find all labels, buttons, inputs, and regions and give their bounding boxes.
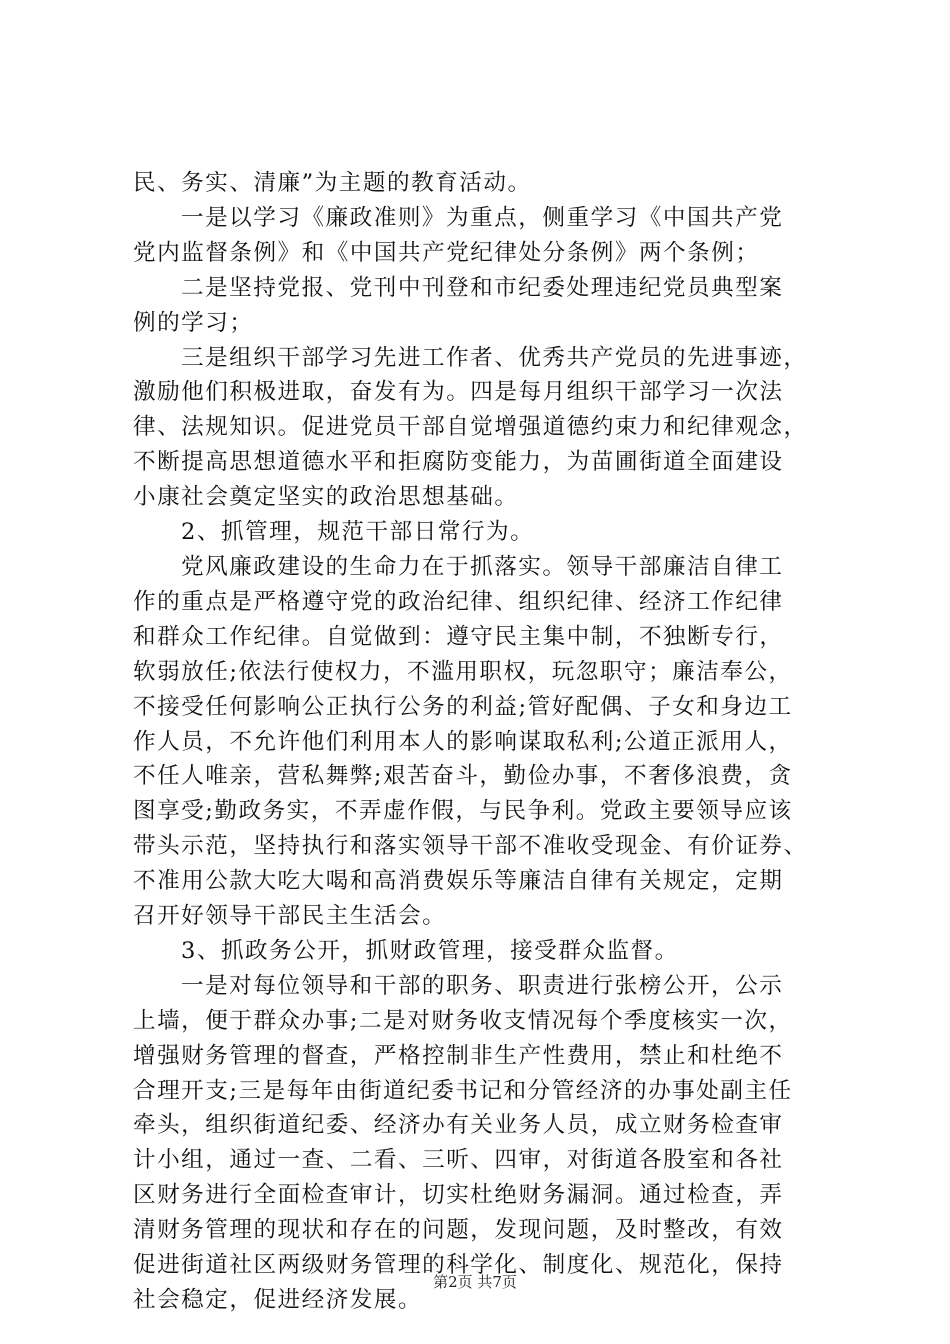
text-line: 促进街道社区两级财务管理的科学化、制度化、规范化，保持 bbox=[133, 1252, 784, 1279]
text-line: 民、务实、清廉”为主题的教育活动。 bbox=[133, 170, 532, 196]
text-line: 计小组，通过一查、二看、三听、四审，对街道各股室和各社 bbox=[133, 1147, 784, 1174]
text-line: 增强财务管理的督查，严格控制非生产性费用，禁止和杜绝不 bbox=[133, 1042, 784, 1069]
text-line: 一是以学习《廉政准则》为重点，侧重学习《中国共产党 bbox=[181, 204, 784, 231]
text-line: 作的重点是严格遵守党的政治纪律、组织纪律、经济工作纪律 bbox=[133, 588, 784, 615]
text-line: 上墙，便于群众办事;二是对财务收支情况每个季度核实一次， bbox=[133, 1007, 793, 1034]
text-line: 不任人唯亲，营私舞弊;艰苦奋斗，勤俭办事，不奢侈浪费，贪 bbox=[133, 763, 793, 790]
text-line: 区财务进行全面检查审计，切实杜绝财务漏洞。通过检查，弄 bbox=[133, 1182, 784, 1209]
text-line: 牵头，组织街道纪委、经济办有关业务人员，成立财务检查审 bbox=[133, 1112, 784, 1139]
document-body bbox=[133, 166, 833, 1318]
text-line: 图享受;勤政务实，不弄虚作假，与民争利。党政主要领导应该 bbox=[133, 798, 793, 825]
text-line: 2、抓管理，规范干部日常行为。 bbox=[181, 519, 535, 546]
text-line: 不断提高思想道德水平和拒腐防变能力，为苗圃街道全面建设 bbox=[133, 449, 784, 476]
text-line: 党内监督条例》和《中国共产党纪律处分条例》两个条例； bbox=[133, 239, 760, 266]
text-line: 例的学习； bbox=[133, 309, 254, 336]
text-line: 激励他们积极进取，奋发有为。四是每月组织干部学习一次法 bbox=[133, 379, 784, 406]
text-line: 清财务管理的现状和存在的问题，发现问题，及时整改，有效 bbox=[133, 1217, 784, 1244]
text-line: 党风廉政建设的生命力在于抓落实。领导干部廉洁自律工 bbox=[181, 553, 784, 580]
text-line: 合理开支;三是每年由街道纪委书记和分管经济的办事处副主任 bbox=[133, 1077, 793, 1104]
text-line: 软弱放任;依法行使权力，不滥用职权，玩忽职守；廉洁奉公， bbox=[133, 658, 793, 685]
text-line: 不准用公款大吃大喝和高消费娱乐等廉洁自律有关规定，定期 bbox=[133, 868, 784, 895]
text-line: 小康社会奠定坚实的政治思想基础。 bbox=[133, 484, 519, 511]
text-line: 一是对每位领导和干部的职务、职责进行张榜公开，公示 bbox=[181, 972, 784, 999]
text-line: 二是坚持党报、党刊中刊登和市纪委处理违纪党员典型案 bbox=[181, 274, 784, 301]
text-line: 带头示范，坚持执行和落实领导干部不准收受现金、有价证券、 bbox=[133, 833, 808, 860]
text-line: 不接受任何影响公正执行公务的利益;管好配偶、子女和身边工 bbox=[133, 693, 793, 720]
text-line: 召开好领导干部民主生活会。 bbox=[133, 903, 447, 930]
text-line: 3、抓政务公开，抓财政管理，接受群众监督。 bbox=[181, 937, 679, 964]
text-line: 和群众工作纪律。自觉做到：遵守民主集中制，不独断专行， bbox=[133, 623, 784, 650]
page-footer: 第2页 共7页 bbox=[433, 1273, 517, 1291]
text-line: 律、法规知识。促进党员干部自觉增强道德约束力和纪律观念， bbox=[133, 414, 808, 441]
text-line: 三是组织干部学习先进工作者、优秀共产党员的先进事迹， bbox=[181, 344, 808, 371]
text-line: 作人员，不允许他们利用本人的影响谋取私利;公道正派用人， bbox=[133, 728, 793, 755]
text-line: 社会稳定，促进经济发展。 bbox=[133, 1287, 423, 1313]
